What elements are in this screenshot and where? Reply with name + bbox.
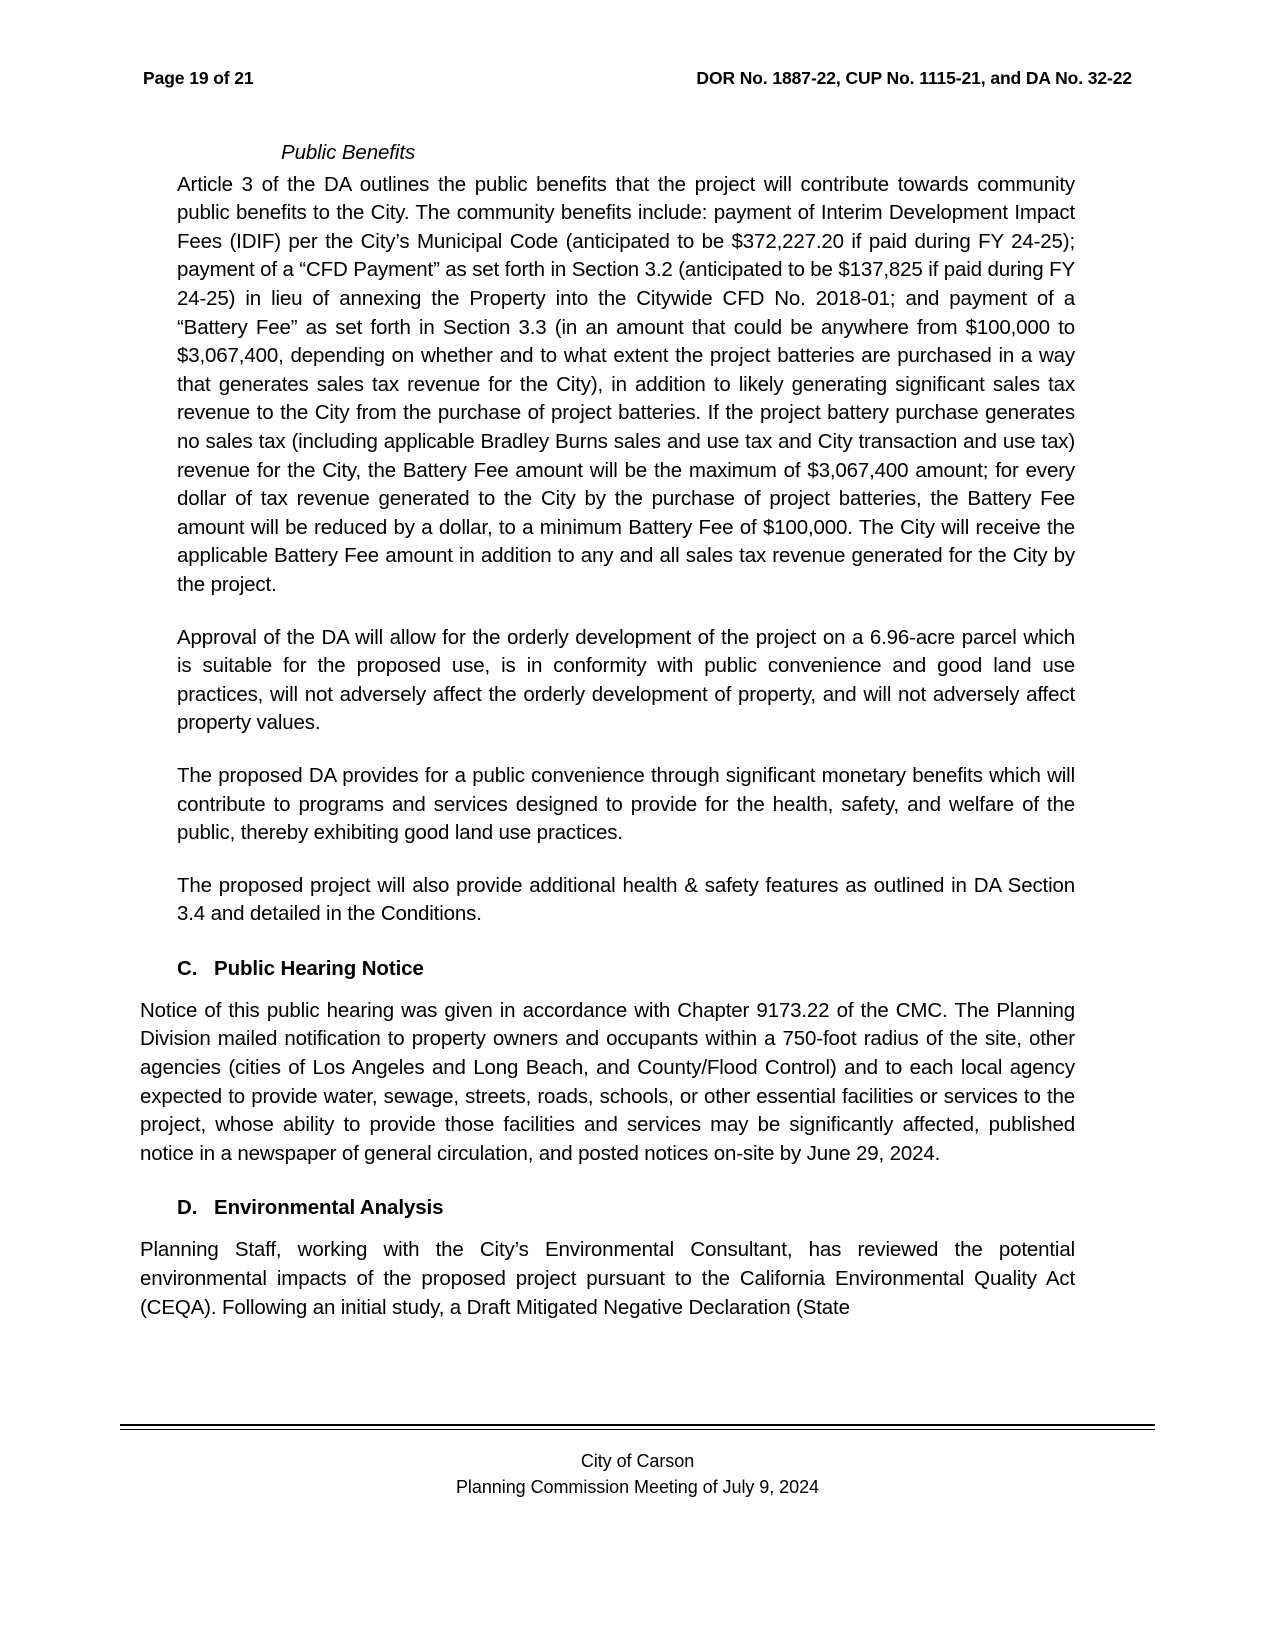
section-heading-d <box>177 1196 1075 1220</box>
footer-divider <box>120 1424 1155 1430</box>
case-numbers-label: DOR No. 1887-22, CUP No. 1115-21, and DA No. 32-22 <box>696 68 1132 88</box>
footer-city-label: City of Carson <box>580 1451 695 1471</box>
section-heading-c <box>177 957 1075 981</box>
paragraph-environmental-analysis: Planning Staff, working with the City’s Environmental Consultant, has reviewed the potential environmental impacts of the proposed project pursuant to the California Environmental Quality Act (CEQA). Following an initial study, a Draft Mitigated Negative Declaration (State <box>140 1238 1075 1319</box>
paragraph-public-hearing-notice: Notice of this public hearing was given in accordance with Chapter 9173.22 of the CMC. The Planning Division mailed notification to property owners and occupants within a 750-foot radius of the site, other agencies (cities of Los Angeles and Long Beach, and County/Flood Control) and to each local agency expected to provide water, sewage, streets, roads, schools, or other essential facilities or services to the project, whose ability to provide those facilities and services may be significantly affected, published notice in a newspaper of general circulation, and posted notices on-site by June 29, 2024. <box>140 998 1075 1165</box>
section-d-title: Environmental Analysis <box>214 1196 444 1220</box>
subheading-public-benefits: Public Benefits <box>281 141 416 164</box>
page-header <box>143 68 1132 89</box>
footer-meeting-label: Planning Commission Meeting of July 9, 2024 <box>455 1477 820 1498</box>
page-number-label: Page 19 of 21 <box>143 68 254 88</box>
section-c-title: Public Hearing Notice <box>214 956 424 980</box>
paragraph-health-safety-features: The proposed project will also provide additional health & safety features as outlined in DA Section 3.4 and detailed in the Conditions. <box>177 873 1075 926</box>
paragraph-approval-of-da: Approval of the DA will allow for the orderly development of the project on a 6.96-acre parcel which is suitable for the proposed use, is in conformity with public convenience and good land use practices, will not adversely affect the orderly development of property, and will not adversely affect property values. <box>177 625 1075 735</box>
document-body <box>140 140 1075 1322</box>
page-footer <box>0 1448 1275 1500</box>
section-c-letter: C. <box>177 956 198 980</box>
paragraph-proposed-da-public-convenience: The proposed DA provides for a public convenience through significant monetary benefits which will contribute to programs and services designed to provide for the health, safety, and welfare of the public, thereby exhibiting good land use practices. <box>177 763 1075 845</box>
paragraph-article-3-public-benefits: Article 3 of the DA outlines the public benefits that the project will contribute towards community public benefits to the City. The community benefits include: payment of Interim Development Impact Fees (IDIF) per the City’s Municipal Code (anticipated to be $372,227.20 if paid during FY 24-25); payment of a “CFD Payment” as set forth in Section 3.2 (anticipated to be $137,825 if paid during FY 24-25) in lieu of annexing the Property into the Citywide CFD No. 2018-01; and payment of a “Battery Fee” as set forth in Section 3.3 (in an amount that could be anywhere from $100,000 to $3,067,400, depending on whether and to what extent the project batteries are purchased in a way that generates sales tax revenue for the City), in addition to likely generating significant sales tax revenue to the City from the purchase of project batteries. If the project battery purchase generates no sales tax (including applicable Bradley Burns sales and use tax and City transaction and use tax) revenue for the City, the Battery Fee amount will be the maximum of $3,067,400 amount; for every dollar of tax revenue generated to the City by the purchase of project batteries, the Battery Fee amount will be reduced by a dollar, to a minimum Battery Fee of $100,000. The City will receive the applicable Battery Fee amount in addition to any and all sales tax revenue generated for the City by the project. <box>177 172 1075 596</box>
section-d-letter: D. <box>177 1196 198 1220</box>
